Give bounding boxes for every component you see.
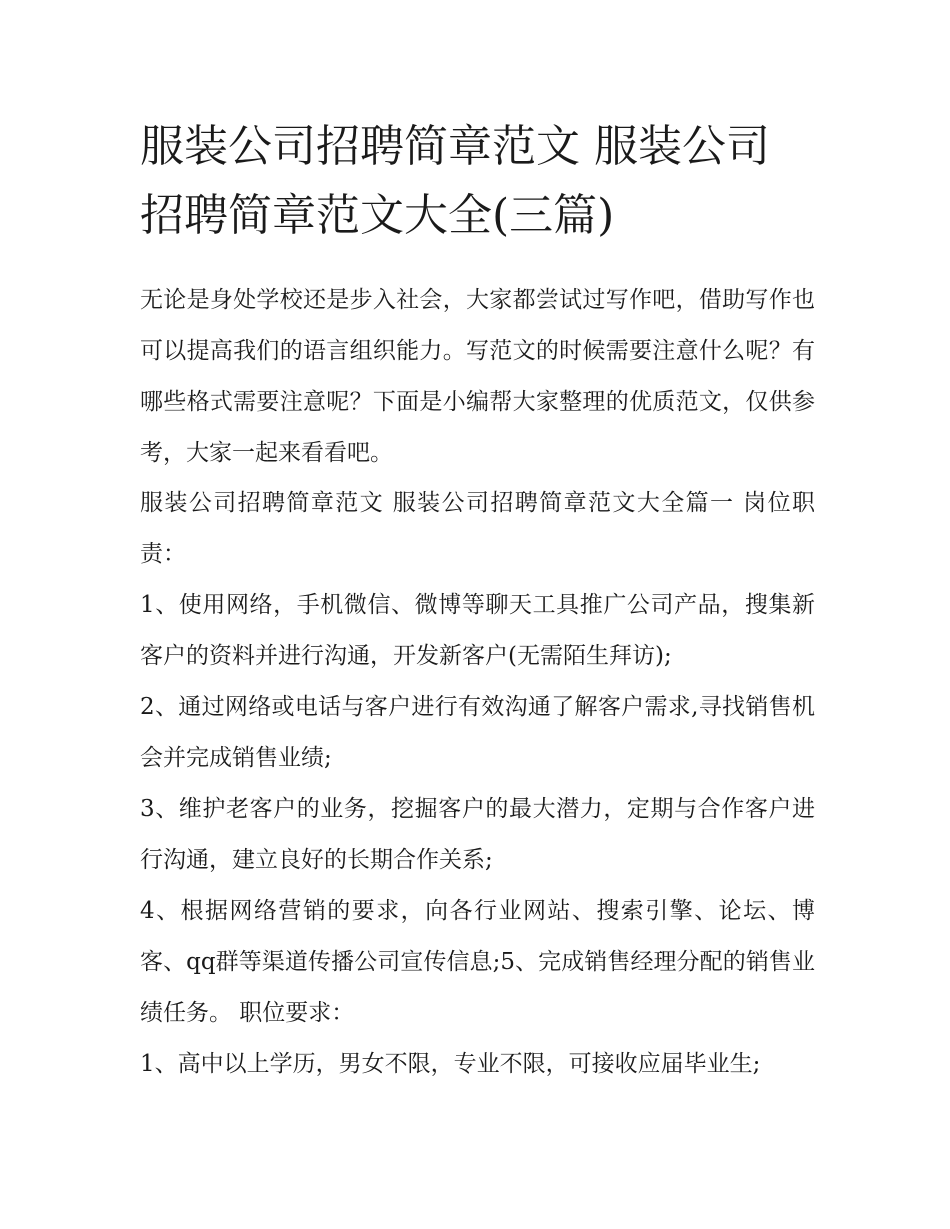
intro-paragraph: 无论是身处学校还是步入社会，大家都尝试过写作吧，借助写作也可以提高我们的语言组织能力。写范文的时候需要注意什么呢？有哪些格式需要注意呢？下面是小编帮大家整理的优质范文，仅供参考，大家一起来看看吧。	[140, 287, 815, 466]
duty-item-3: 3、维护老客户的业务，挖掘客户的最大潜力，定期与合作客户进行沟通，建立良好的长期合作关系;	[140, 796, 815, 873]
document-title: 服装公司招聘简章范文 服装公司招聘简章范文大全(三篇)	[140, 121, 770, 241]
duty-item-1: 1、使用网络，手机微信、微博等聊天工具推广公司产品，搜集新客户的资料并进行沟通，开发新客户(无需陌生拜访);	[140, 592, 815, 669]
duty-item-2: 2、通过网络或电话与客户进行有效沟通了解客户需求,寻找销售机会并完成销售业绩;	[140, 694, 815, 771]
section-heading-paragraph: 服装公司招聘简章范文 服装公司招聘简章范文大全篇一 岗位职责：	[140, 490, 815, 567]
requirement-item-1: 1、高中以上学历，男女不限，专业不限，可接收应届毕业生;	[140, 1051, 761, 1077]
duty-item-4-5: 4、根据网络营销的要求，向各行业网站、搜索引擎、论坛、博客、qq群等渠道传播公司宣传信息;5、完成销售经理分配的销售业绩任务。 职位要求：	[140, 898, 815, 1026]
